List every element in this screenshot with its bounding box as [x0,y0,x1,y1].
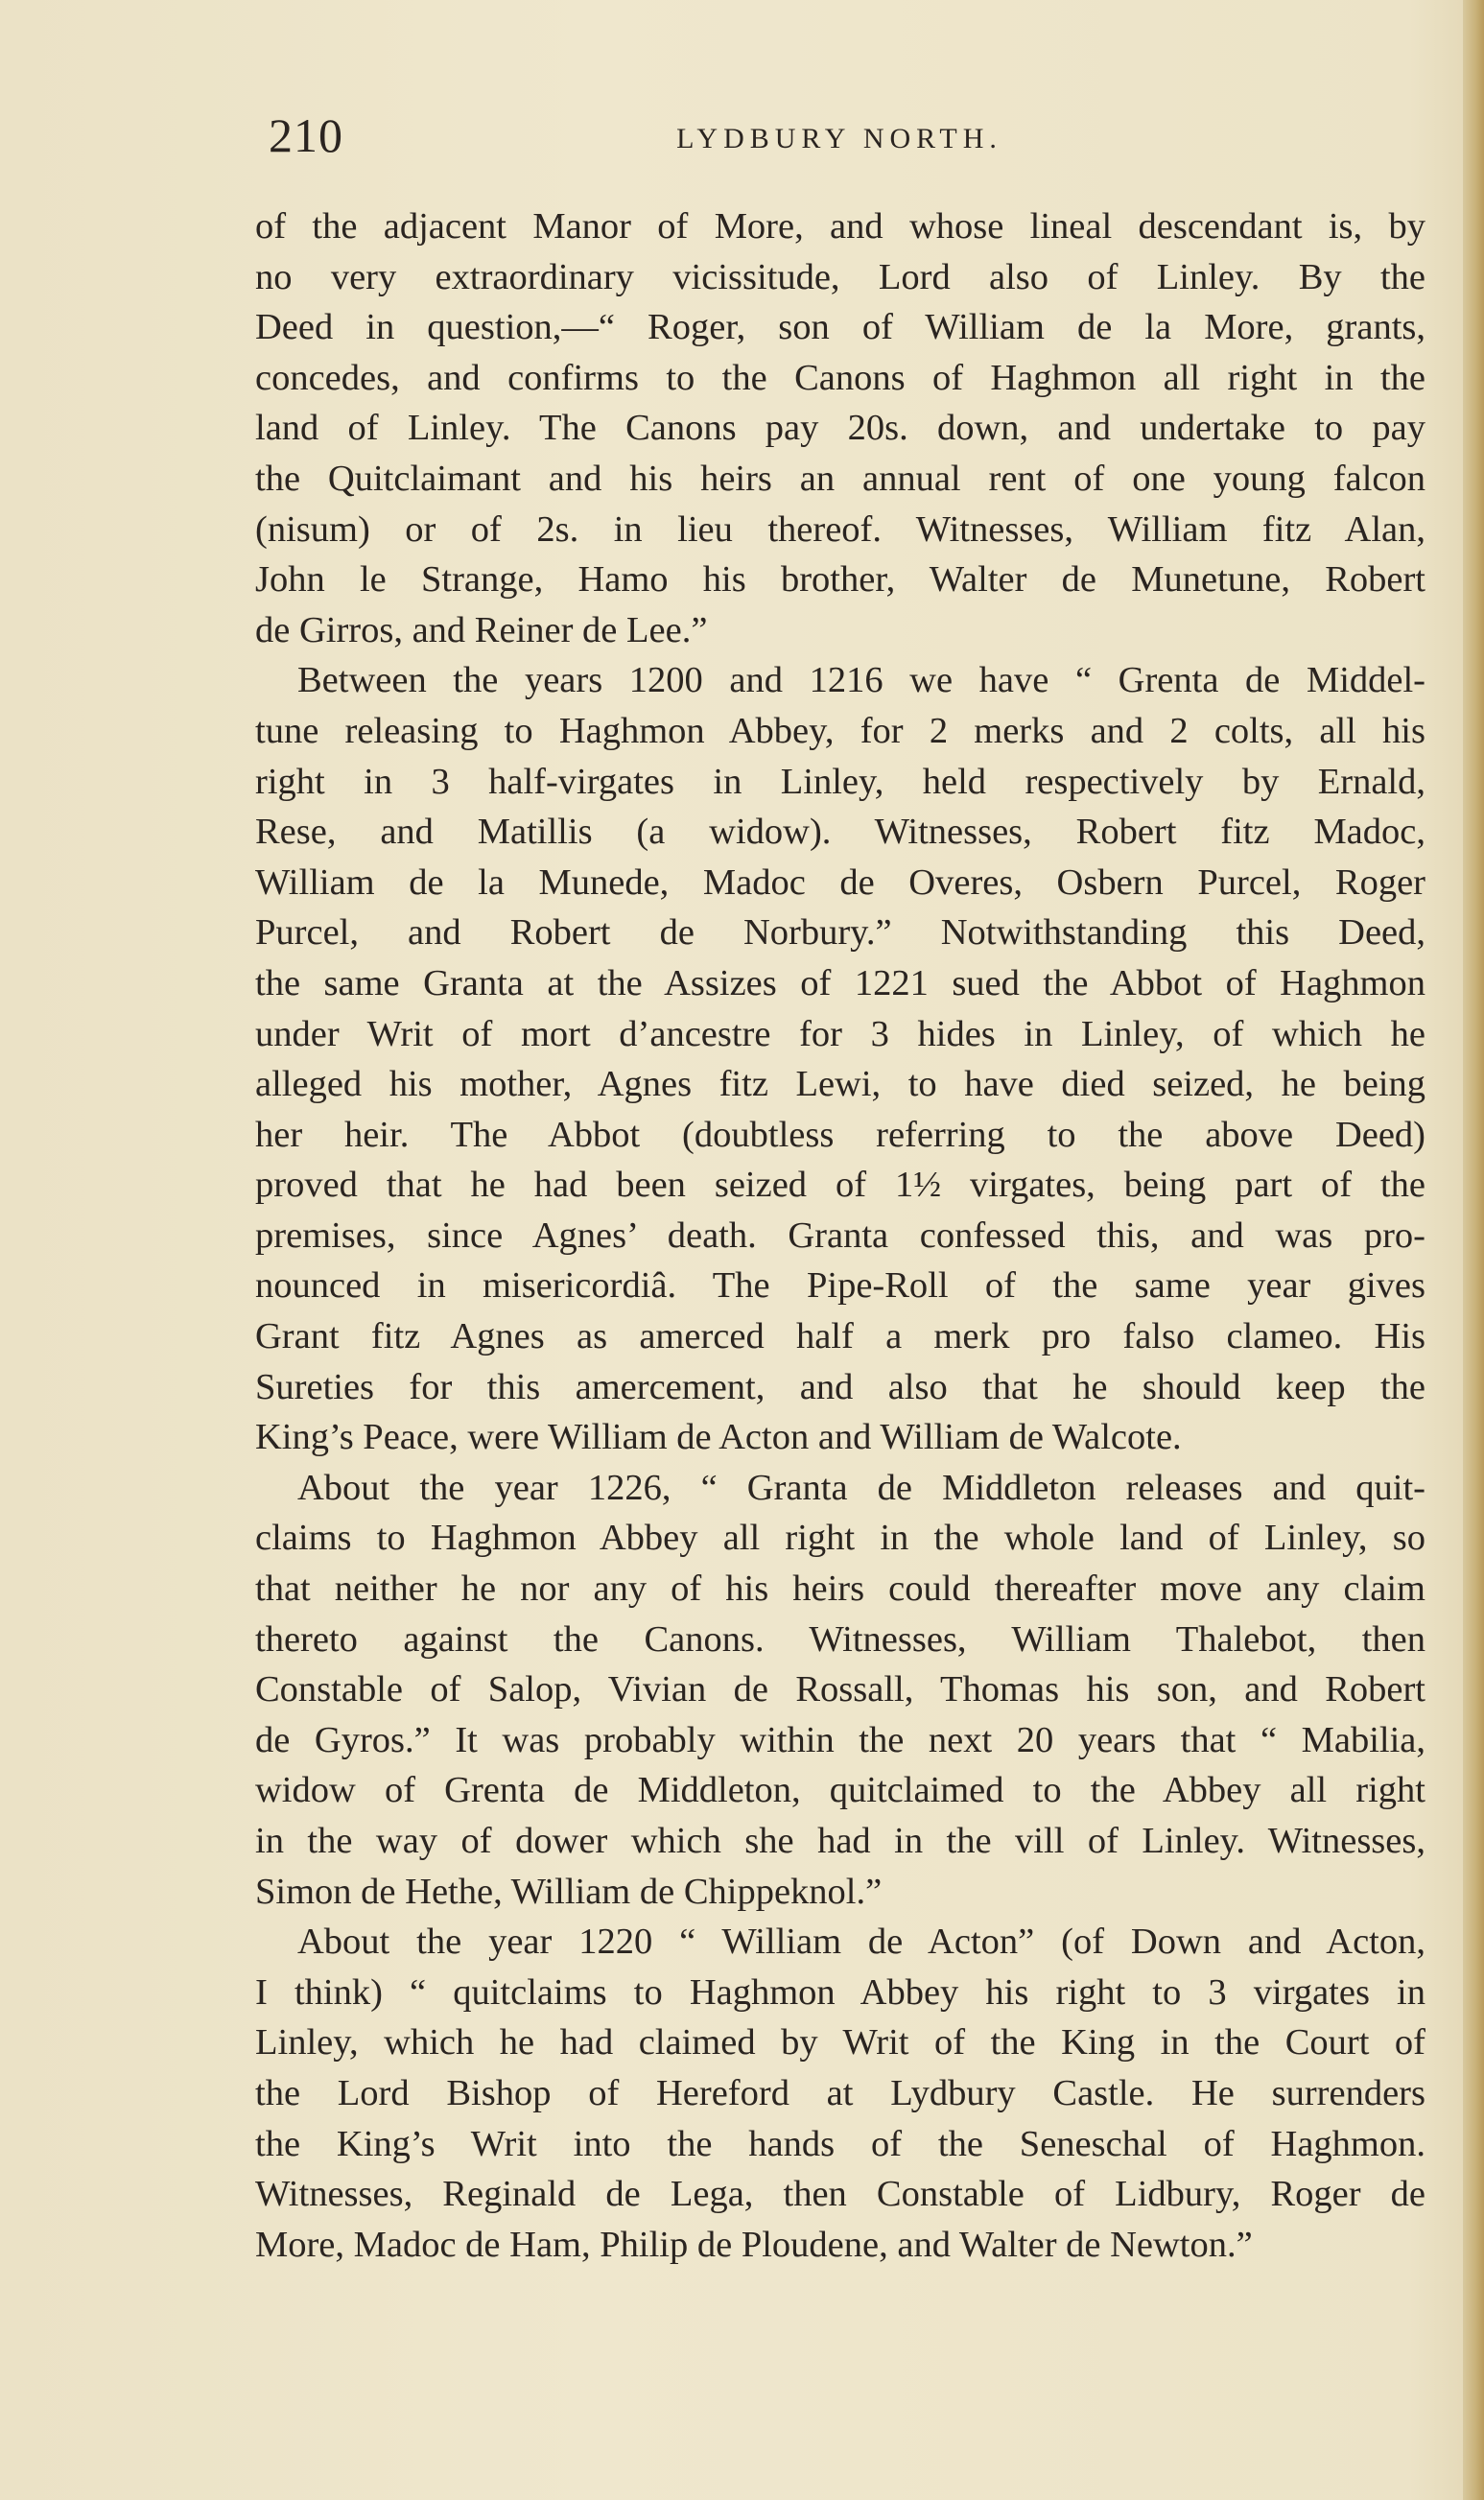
text-line: (nisum) or of 2s. in lieu thereof. Witnesses, William fitz Alan, [255,508,1425,550]
text-line: the Quitclaimant and his heirs an annual rent of one young falcon [255,458,1425,499]
text-line: in the way of dower which she had in the vill of Linley. Witnesses, [255,1821,1425,1861]
text-line: Simon de Hethe, William de Chippeknol.” [255,1871,883,1912]
text-line: nounced in misericordiâ. The Pipe-Roll of the same year gives [255,1265,1425,1307]
text-line: John le Strange, Hamo his brother, Walter de Munetune, Robert [255,559,1425,601]
text-line: More, Madoc de Ham, Philip de Ploudene, and Walter de Newton.” [255,2224,1253,2265]
text-line: widow of Grenta de Middleton, quitclaimed to the Abbey all right [255,1770,1425,1811]
text-line: de Gyros.” It was probably within the next 20 years that “ Mabilia, [255,1719,1425,1760]
text-line: Purcel, and Robert de Norbury.” Notwithstanding this Deed, [255,912,1425,954]
text-line: Rese, and Matillis (a widow). Witnesses, Robert fitz Madoc, [255,812,1425,853]
paragraph [255,1917,1425,2270]
text-line: Deed in question,—“ Roger, son of William de la More, grants, [255,307,1425,348]
text-line: I think) “ quitclaims to Haghmon Abbey his right to 3 virgates in [255,1971,1425,2013]
text-line: concedes, and confirms to the Canons of Haghmon all right in the [255,357,1425,398]
text-line: land of Linley. The Canons pay 20s. down, and undertake to pay [255,408,1425,449]
text-line: that neither he nor any of his heirs could thereafter move any claim [255,1568,1425,1610]
text-line: the King’s Writ into the hands of the Seneschal of Haghmon. [255,2123,1425,2164]
text-line: King’s Peace, were William de Acton and William de Walcote. [255,1417,1182,1458]
text-line: Between the years 1200 and 1216 we have “ Grenta de Middel- [297,660,1425,701]
text-line: Witnesses, Reginald de Lega, then Constable of Lidbury, Roger de [255,2174,1425,2215]
text-line: Linley, which he had claimed by Writ of the King in the Court of [255,2022,1425,2064]
text-line: William de la Munede, Madoc de Overes, Osbern Purcel, Roger [255,861,1425,903]
text-line: of the adjacent Manor of More, and whose lineal descendant is, by [255,206,1425,247]
page-number: 210 [269,108,343,162]
running-head: LYDBURY NORTH. [676,123,1002,154]
page-edge [1463,0,1484,2500]
text-line: Grant fitz Agnes as amerced half a merk pro falso clameo. His [255,1316,1425,1357]
text-line: Constable of Salop, Vivian de Rossall, Thomas his son, and Robert [255,1669,1425,1710]
text-line: her heir. The Abbot (doubtless referring to the above Deed) [255,1114,1425,1155]
text-line: claims to Haghmon Abbey all right in the whole land of Linley, so [255,1518,1425,1559]
text-line: Sureties for this amercement, and also that he should keep the [255,1366,1425,1407]
text-line: de Girros, and Reiner de Lee.” [255,609,708,650]
text-line: the Lord Bishop of Hereford at Lydbury Castle. He surrenders [255,2072,1425,2113]
text-line: under Writ of mort d’ancestre for 3 hides in Linley, of which he [255,1013,1425,1054]
paragraph [255,201,1425,655]
text-line: no very extraordinary vicissitude, Lord also of Linley. By the [255,256,1425,297]
text-line: premises, since Agnes’ death. Granta confessed this, and was pro- [255,1215,1425,1256]
text-line: right in 3 half-virgates in Linley, held respectively by Ernald, [255,761,1425,802]
text-line: thereto against the Canons. Witnesses, William Thalebot, then [255,1618,1425,1660]
text-line: the same Granta at the Assizes of 1221 sued the Abbot of Haghmon [255,962,1425,1003]
text-line: alleged his mother, Agnes fitz Lewi, to have died seized, he being [255,1064,1425,1105]
text-line: About the year 1220 “ William de Acton” (of Down and Acton, [297,1922,1425,1963]
paragraph [255,655,1425,1463]
body-text [255,201,1425,2270]
text-line: About the year 1226, “ Granta de Middleton releases and quit- [297,1467,1425,1508]
text-line: proved that he had been seized of 1½ virgates, being part of the [255,1165,1425,1206]
text-line: tune releasing to Haghmon Abbey, for 2 merks and 2 colts, all his [255,710,1425,751]
page-header [259,107,1420,165]
paragraph [255,1463,1425,1917]
